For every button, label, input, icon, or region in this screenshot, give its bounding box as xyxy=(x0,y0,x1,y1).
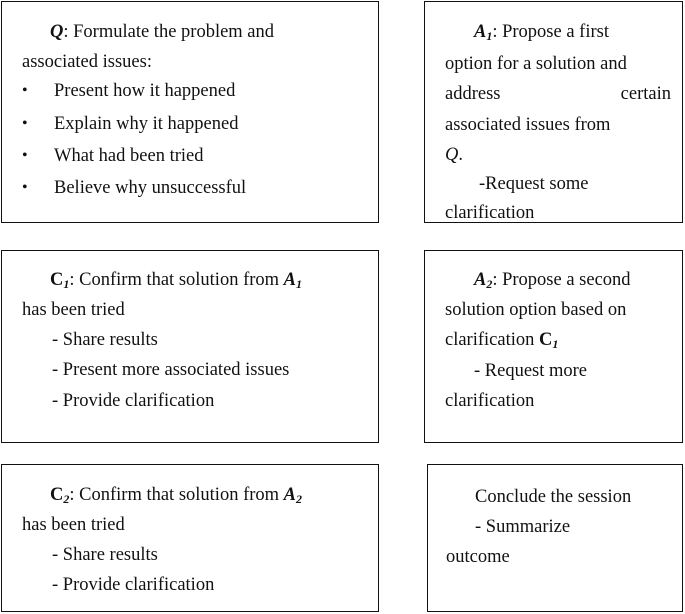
bullet-icon: • xyxy=(22,115,28,132)
bullet-item: Present how it happened xyxy=(54,81,236,101)
list-item: - Provide clarification xyxy=(52,391,215,411)
bullet-item: What had been tried xyxy=(54,146,204,166)
c1-symbol: $C_1$ xyxy=(50,270,70,291)
box-a1-line-3: address certain xyxy=(445,84,671,104)
box-a1-line-6: -Request some xyxy=(479,174,589,194)
a2-reference: $A_2$ xyxy=(283,485,302,506)
box-propose-first-option xyxy=(424,1,683,223)
box-c1-line-2: has been tried xyxy=(22,300,125,320)
bullet-icon: • xyxy=(22,179,28,196)
a2-symbol: $A_2$ xyxy=(474,270,493,291)
c2-symbol: $C_2$ xyxy=(50,485,70,506)
box-a2-line-1 xyxy=(474,269,631,291)
bullet-item: Explain why it happened xyxy=(54,114,239,134)
list-item: - Present more associated issues xyxy=(52,360,290,380)
c1-reference: $C_1$ xyxy=(539,330,559,351)
box-conclude-session xyxy=(427,464,683,612)
list-item: - Provide clarification xyxy=(52,575,215,595)
box-confirm-solution-a2 xyxy=(1,464,379,612)
bullet-item: Believe why unsuccessful xyxy=(54,178,247,198)
box-c1-line-1 xyxy=(50,269,302,291)
conclude-line-3: outcome xyxy=(446,547,510,567)
bullet-icon: • xyxy=(22,82,28,99)
box-a2-line-3: clarification $C_1$ xyxy=(445,330,559,351)
box-propose-second-option xyxy=(424,250,683,443)
conclude-line-2: - Summarize xyxy=(475,517,571,537)
box-a2-line-2: solution option based on xyxy=(445,300,627,320)
box-c2-line-2: has been tried xyxy=(22,515,125,535)
box-c2-line-1 xyxy=(50,484,302,506)
a2-heading-text: : Propose a second xyxy=(492,270,631,290)
box-a1-line-4: associated issues from xyxy=(445,115,611,135)
a1-symbol: $A_1$ xyxy=(474,22,493,43)
box-q-line-1 xyxy=(50,21,368,43)
a1-reference: $A_1$ xyxy=(283,270,302,291)
bullet-icon: • xyxy=(22,147,28,164)
box-a2-line-5: clarification xyxy=(445,391,535,411)
q-symbol: Q xyxy=(50,22,64,42)
box-a1-line-7: clarification xyxy=(445,203,535,223)
box-q-line-2: associated issues: xyxy=(22,52,152,72)
box-a1-line-1 xyxy=(474,21,609,43)
box-a1-line-2: option for a solution and xyxy=(445,54,627,74)
a1-heading-text: : Propose a first xyxy=(492,22,609,42)
c1-heading-text: : Confirm that solution from xyxy=(69,270,284,290)
list-item: - Share results xyxy=(52,330,158,350)
q-heading-text: : Formulate the problem and xyxy=(63,22,275,42)
box-formulate-problem xyxy=(1,1,379,223)
box-a1-line-5: Q. xyxy=(445,145,463,165)
box-a2-line-4: - Request more xyxy=(474,361,588,381)
conclude-heading: Conclude the session xyxy=(475,487,632,507)
list-item: - Share results xyxy=(52,545,158,565)
c2-heading-text: : Confirm that solution from xyxy=(69,485,284,505)
box-confirm-solution-a1 xyxy=(1,250,379,443)
q-reference: Q xyxy=(445,145,459,165)
